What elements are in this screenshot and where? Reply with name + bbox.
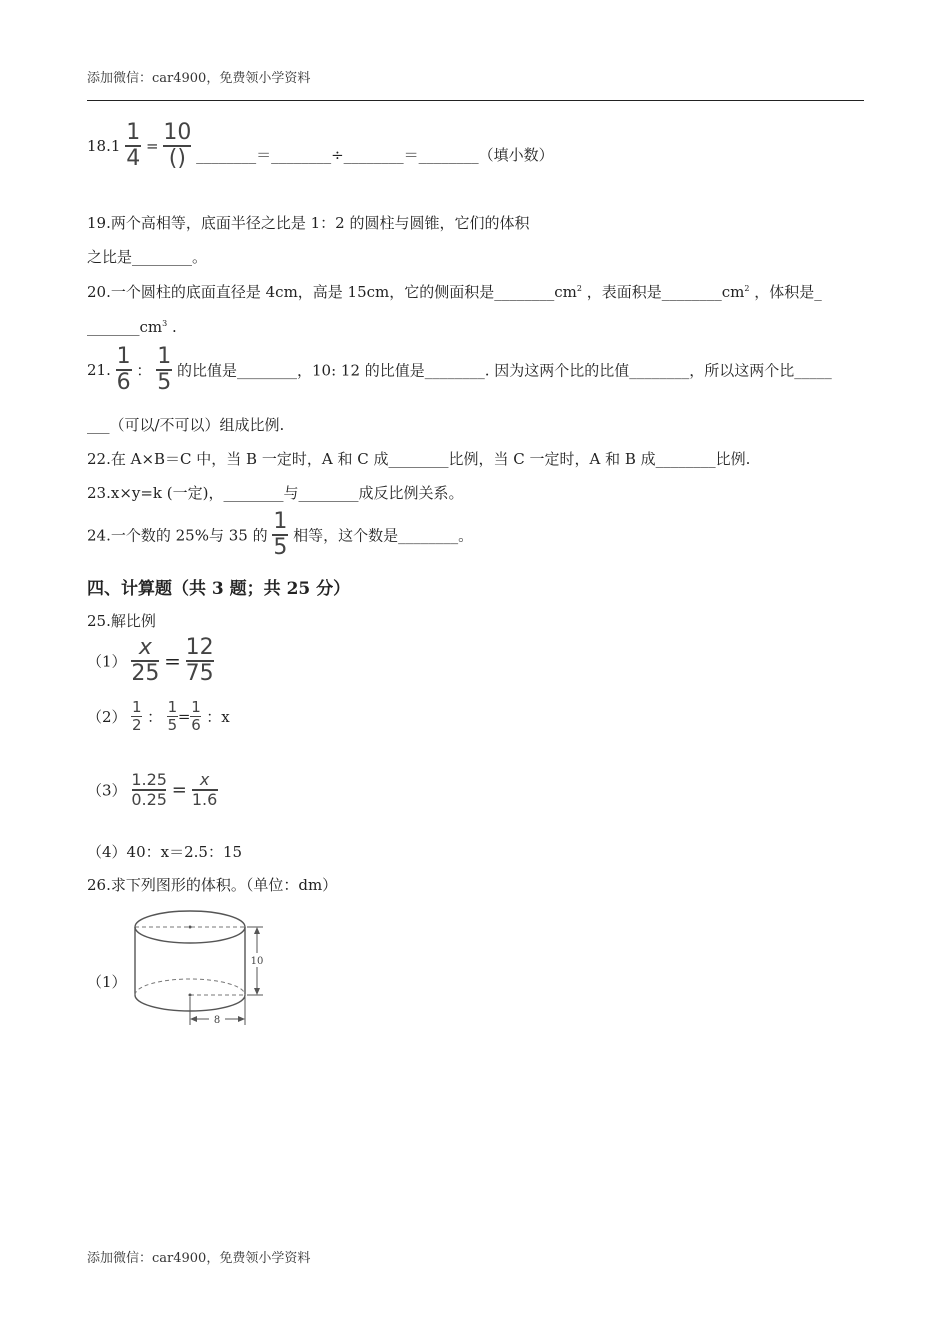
q25-part-2: （2） $\frac{1}{2}$ ： $\frac{1}{5}$ = $\frac{1}{6}$ ：x bbox=[87, 698, 230, 734]
cylinder-figure bbox=[125, 903, 275, 1028]
q21-fraction-1: $\frac{1}{6}$ bbox=[116, 344, 131, 395]
q25-p1-fraction-2: $\frac{12}{75}$ bbox=[185, 635, 214, 686]
q25-p2-fraction-2: $\frac{1}{5}$ bbox=[167, 698, 178, 734]
radius-label: 8 bbox=[213, 1015, 221, 1026]
q25-part-4: （4）40：x＝2.5：15 bbox=[87, 843, 243, 861]
q21-fraction-2: $\frac{1}{5}$ bbox=[157, 344, 172, 395]
question-25-title: 25.解比例 bbox=[87, 612, 156, 630]
height-label: 10 bbox=[250, 956, 264, 967]
question-26-title: 26.求下列图形的体积。（单位：dm） bbox=[87, 876, 338, 894]
q26-part-1-label: （1） bbox=[87, 973, 127, 991]
question-20-line-2: $\_\_\_\_\_\_\_cm^3$ . bbox=[87, 318, 177, 336]
q24-fraction: $\frac{1}{5}$ bbox=[273, 509, 288, 560]
question-24: 24.一个数的 25%与 35 的 $\frac{1}{5}$ 相等，这个数是________。 bbox=[87, 509, 474, 560]
q25-p2-fraction-3: $\frac{1}{6}$ bbox=[191, 698, 201, 734]
question-19-line-2: 之比是________。 bbox=[87, 248, 208, 266]
question-21: 21. $\frac{1}{6}$ ： $\frac{1}{5}$ 的比值是________，10: 12 的比值是________. 因为这两个比的比值________，所以这两个比_____ bbox=[87, 344, 832, 395]
q25-part-1: （1） $\frac{x}{25}$ = $\frac{12}{75}$ bbox=[87, 635, 214, 686]
q18-equals: = bbox=[145, 137, 159, 155]
q25-p3-fraction-1: $\frac{1.25}{0.25}$ bbox=[131, 770, 167, 809]
q25-p2-fraction-1: $\frac{1}{2}$ bbox=[132, 698, 142, 734]
page-header: 添加微信：car4900，免费领小学资料 bbox=[87, 71, 311, 86]
section-heading: 四、计算题（共 3 题；共 25 分） bbox=[87, 579, 351, 599]
question-23: 23.x×y=k (一定)，________与________成反比例关系。 bbox=[87, 484, 464, 502]
question-21-line-2: ___（可以/不可以）组成比例. bbox=[87, 416, 285, 434]
header-divider bbox=[87, 100, 864, 101]
q18-fraction-1: $\frac{1}{4}$ bbox=[126, 120, 141, 171]
q18-fraction-2: $\frac{10}{()}$ bbox=[163, 120, 192, 171]
q25-p3-fraction-2: $\frac{x}{1.6}$ bbox=[191, 770, 218, 809]
question-19-line-1: 19.两个高相等，底面半径之比是 1：2 的圆柱与圆锥，它们的体积 bbox=[87, 214, 530, 232]
question-18 bbox=[87, 122, 554, 170]
q18-prefix: 18.1 bbox=[87, 137, 121, 155]
q21-tail: 的比值是________，10: 12 的比值是________. 因为这两个比的比值________，所以这两个比_____ bbox=[177, 361, 832, 380]
q25-part-3: （3） $\frac{1.25}{0.25}$ = $\frac{x}{1.6}$ bbox=[87, 770, 218, 809]
question-20-line-1: 20.一个圆柱的底面直径是 4cm，高是 15cm，它的侧面积是$\_\_\_\_\_\_\_\_cm^2$ ，表面积是$\_\_\_\_\_\_\_\_cm^2$ ，体积是_ bbox=[87, 283, 822, 301]
q25-p1-fraction-1: $\frac{x}{25}$ bbox=[131, 635, 160, 686]
question-22: 22.在 A×B＝C 中，当 B 一定时，A 和 C 成________比例，当 C 一定时，A 和 B 成________比例. bbox=[87, 450, 751, 468]
page-footer: 添加微信：car4900，免费领小学资料 bbox=[87, 1251, 311, 1266]
q18-tail: ________＝________÷________＝________（填小数） bbox=[196, 145, 554, 164]
